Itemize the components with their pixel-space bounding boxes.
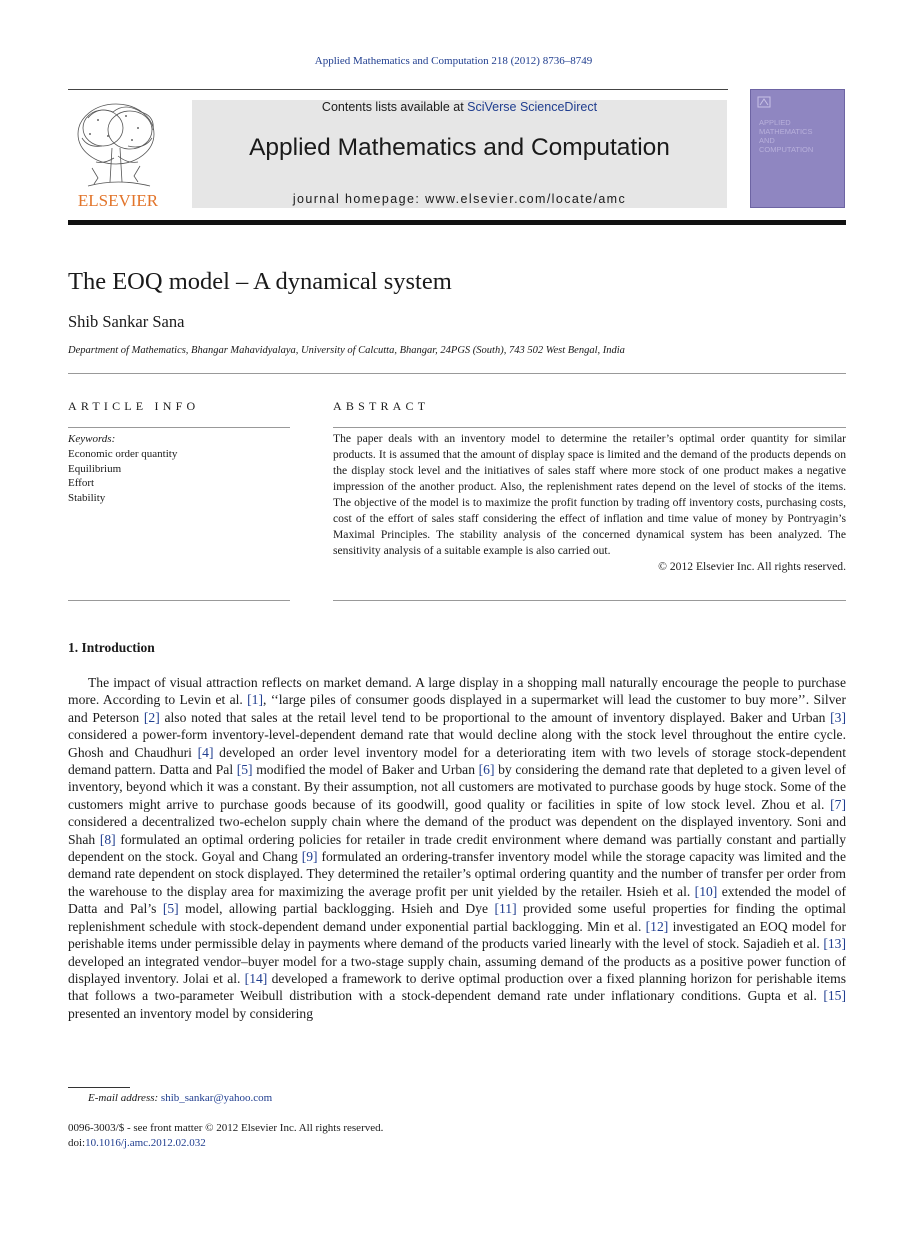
journal-homepage [192, 192, 727, 206]
article-info-heading: ARTICLE INFO [68, 399, 200, 413]
affiliation-rule [68, 373, 846, 374]
citation-link[interactable]: [8] [99, 831, 116, 847]
abstract-heading: ABSTRACT [333, 399, 430, 413]
citation-link[interactable]: [10] [694, 883, 718, 899]
abstract-rule [333, 427, 846, 428]
doi-link[interactable]: 10.1016/j.amc.2012.02.032 [85, 1137, 206, 1149]
journal-citation[interactable]: Applied Mathematics and Computation 218 (2012) 8736–8749 [314, 55, 593, 67]
citation-link[interactable]: [15] [823, 988, 846, 1004]
introduction-text: extended the model of Datta and Pal’s [68, 883, 846, 917]
introduction-text: model, allowing partial backlogging. Hsieh and Dye [178, 901, 495, 917]
homepage-prefix: journal homepage: [292, 192, 426, 206]
keywords-list [68, 447, 177, 505]
citation-link[interactable]: [11] [494, 901, 517, 917]
cover-title: APPLIED MATHEMATICS AND COMPUTATION [759, 118, 814, 154]
abstract-text: The paper deals with an inventory model to determine the retailer’s optimal order quantity for similar products. It is assumed that the amount of display space is limited and the demand of the products depends on the display stock level and the initiatives of sales staff where more stock of one product makes a negative impression of the another product. Also, the replenishment rates depend on the level of stocks of the items. The objective of the model is to maximize the profit function by trading off inventory costs, purchasing costs, cost of the effort of sales staff considering the effect of inflation and time value of money by Pontryagin’s Maximal Principles. The stability analysis of the concerned dynamical system has been analyzed. The sensitivity analysis of a suitable example is also carried out. [333, 432, 846, 557]
header-top-rule [68, 89, 728, 90]
elsevier-tree-icon [68, 98, 168, 210]
doi-line [68, 1137, 206, 1149]
keyword: Effort [68, 477, 95, 489]
citation-link[interactable]: [12] [645, 918, 669, 934]
citation-link[interactable]: [9] [301, 849, 318, 865]
cover-logo-icon [757, 96, 771, 108]
citation-link[interactable]: [4] [197, 744, 214, 760]
introduction-body [68, 674, 846, 1022]
introduction-text: presented an inventory model by considering [68, 1005, 313, 1021]
author-affiliation: Department of Mathematics, Bhangar Mahavidyalaya, University of Calcutta, Bhangar, 24PGS (South), 743 502 West Bengal, India [68, 345, 625, 356]
introduction-text: by considering the demand rate that depleted to a given level of inventory, beyond which it was a constant. By their assumption, not all customers are motivated to purchase goods by huge stock. Some of the customers might arrive to purchase goods because of its goodwill, good quality or facilities in spite of low stock level. Zhou et al. [68, 762, 846, 812]
homepage-link[interactable]: www.elsevier.com/locate/amc [425, 192, 627, 206]
section-heading-introduction: 1. Introduction [68, 640, 155, 655]
journal-title: Applied Mathematics and Computation [249, 134, 670, 161]
citation-link[interactable]: [14] [244, 970, 268, 986]
abstract-bottom-rule [333, 600, 846, 601]
introduction-paragraph [68, 674, 846, 1022]
introduction-text: modified the model of Baker and Urban [252, 762, 479, 778]
keyword: Stability [68, 491, 106, 504]
citation-link[interactable]: [2] [143, 709, 160, 725]
article-info-bottom-rule [68, 600, 290, 601]
article-info-rule [68, 427, 290, 428]
contents-line [192, 100, 727, 114]
email-label: E-mail address: [88, 1092, 159, 1104]
citation-link[interactable]: [5] [236, 762, 253, 778]
email-link[interactable]: shib_sankar@yahoo.com [160, 1092, 273, 1104]
sciencedirect-link[interactable]: SciVerse ScienceDirect [467, 100, 598, 114]
footnote-rule [68, 1087, 130, 1088]
introduction-text: formulated an ordering-transfer inventory model while the storage capacity was limited and the demand rate dependent on stock displayed. They determined the retailer’s optimal ordering quantity and the number of transfer per order from the warehouse to the display area for maximizing the average profit per unit yielded by the retailer. Hsieh et al. [68, 849, 846, 899]
author-name: Shib Sankar Sana [68, 312, 185, 331]
introduction-text: developed an integrated vendor–buyer model for a two-stage supply chain, assuming demand of the products as a positive power function of displayed inventory. Jolai et al. [68, 953, 846, 986]
citation-link[interactable]: [13] [823, 936, 846, 952]
citation-link[interactable]: [5] [162, 901, 179, 917]
doi-label: doi: [68, 1137, 86, 1149]
front-matter-notice: 0096-3003/$ - see front matter © 2012 Elsevier Inc. All rights reserved. [68, 1122, 384, 1134]
keyword: Economic order quantity [68, 448, 178, 460]
introduction-text: formulated an optimal ordering policies for retailer in trade credit environment where demand was partially constant and partially dependent on the stock. Goyal and Chang [68, 831, 846, 865]
journal-cover-thumbnail [750, 89, 845, 208]
header-thick-rule [68, 220, 846, 225]
author-email-footnote [88, 1092, 272, 1104]
introduction-text: also noted that sales at the retail level tend to be proportional to the amount of inventory displayed. Baker and Urban [159, 709, 831, 725]
citation-link[interactable]: [6] [478, 762, 495, 778]
abstract-body [333, 431, 846, 575]
introduction-text: considered a decentralized two-echelon supply chain where the demand of the product was dependent on the displayed inventory. Soni and Shah [68, 814, 846, 847]
keywords-label: Keywords: [68, 433, 116, 445]
abstract-copyright: © 2012 Elsevier Inc. All rights reserved. [658, 560, 846, 573]
paper-title: The EOQ model – A dynamical system [68, 268, 452, 295]
elsevier-wordmark: ELSEVIER [77, 191, 159, 210]
introduction-text: provided some useful properties for finding the optimal replenishment schedule with stock-dependent demand under exponential partial backlogging. Min et al. [68, 901, 846, 934]
citation-link[interactable]: [3] [830, 709, 846, 725]
introduction-text: , ‘‘large piles of consumer goods displayed in a supermarket will lead the customer to buy more’’. Silver and Peterson [68, 692, 846, 725]
citation-link[interactable]: [1] [247, 692, 264, 708]
contents-prefix: Contents lists available at [321, 100, 468, 114]
introduction-text: developed an order level inventory model for a deteriorating item with two levels of storage stock-dependent demand pattern. Datta and Pal [68, 744, 846, 778]
introduction-text: The impact of visual attraction reflects on market demand. A large display in a shopping mall naturally encourage the people to purchase more. According to Levin et al. [68, 675, 846, 708]
introduction-text: developed a framework to derive optimal production over a fixed planning horizon for perishable items that follows a two-parameter Weibull distribution with a stock-dependent demand rate under inflationary conditions. Gupta et al. [68, 970, 846, 1004]
introduction-text: investigated an EOQ model for perishable items under permissible delay in payments where demand of the products varied linearly with the level of stock. Sajadieh et al. [68, 918, 847, 952]
elsevier-logo [68, 98, 168, 210]
citation-link[interactable]: [7] [830, 796, 846, 812]
introduction-text: considered a power-form inventory-level-dependent demand rate that would decline along with the stock level throughout the entire cycle. Ghosh and Chaudhuri [68, 727, 846, 760]
keyword: Equilibrium [68, 462, 122, 475]
